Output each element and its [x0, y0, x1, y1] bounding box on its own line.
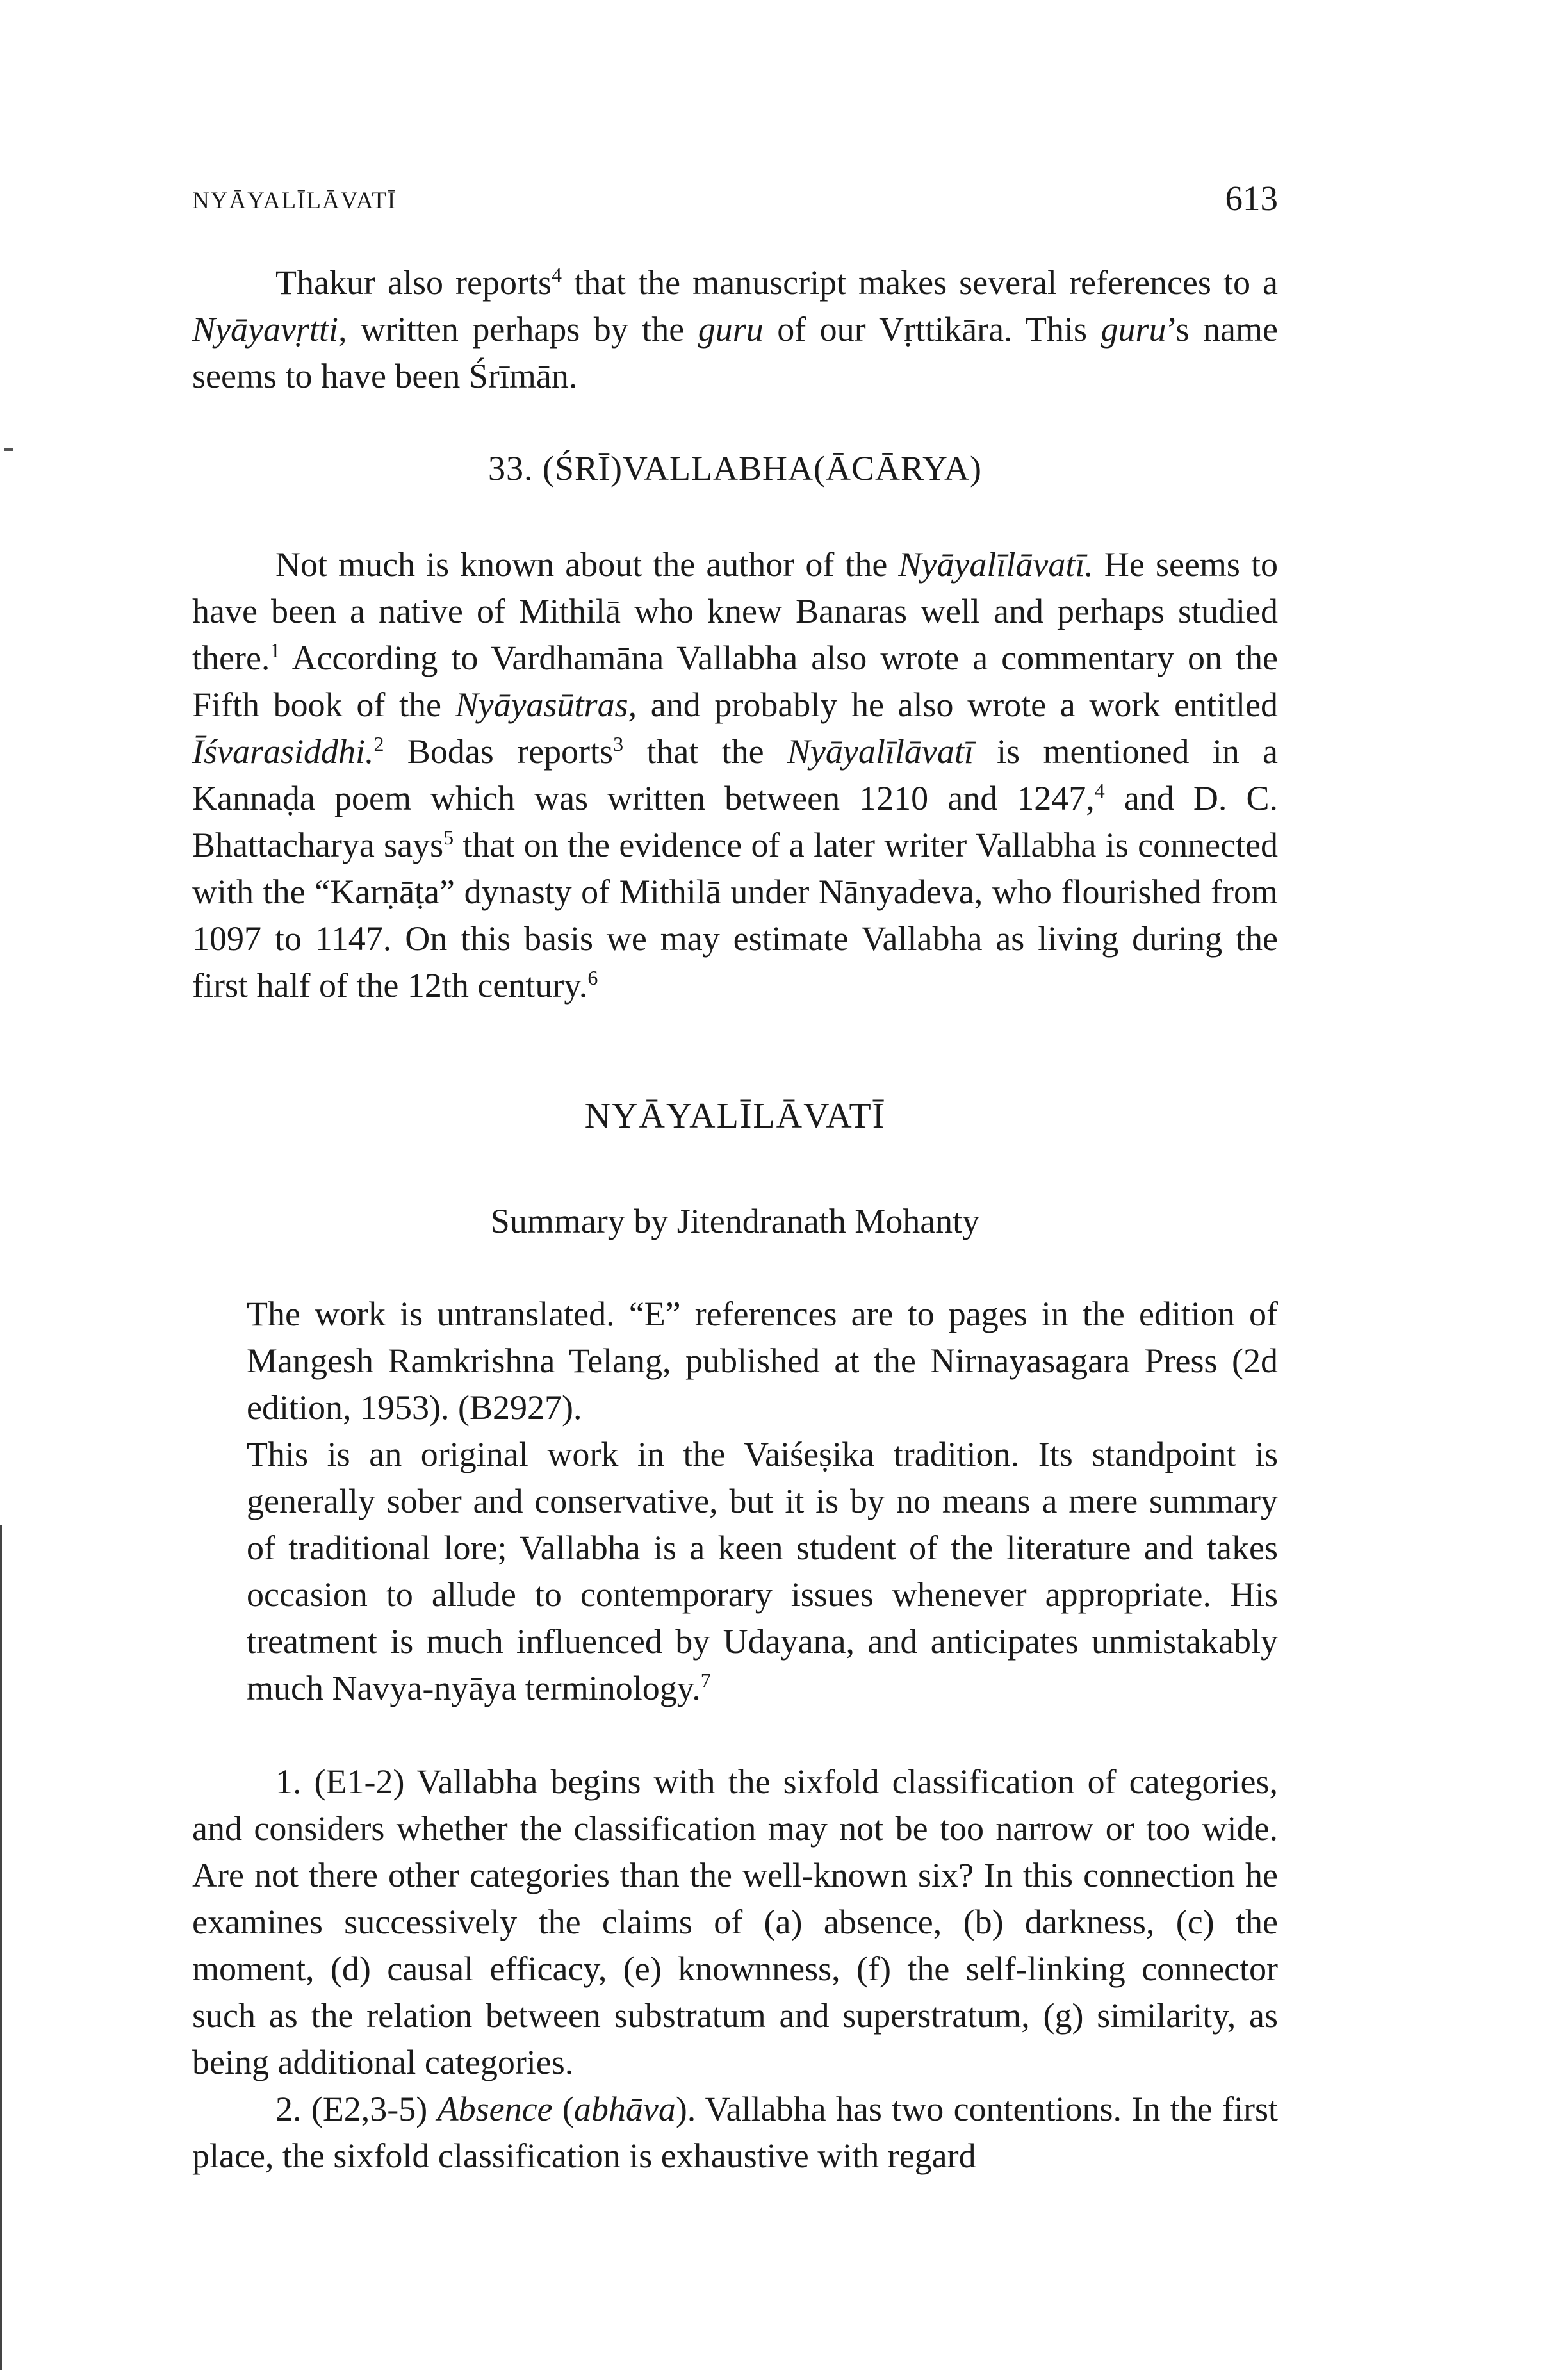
summary-text: ). Vallabha has two contentions. In the first place, the sixfold classification is exhaustive with regard	[192, 2090, 1279, 2175]
page-number: 613	[1225, 179, 1278, 218]
running-head: NYĀYALĪLĀVATĪ	[192, 188, 397, 214]
footnote-ref: 2	[373, 732, 384, 755]
intro-italic-3: guru	[1101, 310, 1166, 349]
bio-italic: Nyāyalīlāvatī.	[898, 545, 1093, 584]
footnote-ref: 1	[270, 639, 281, 662]
summary-paragraph-1: 1. (E1-2) Vallabha begins with the sixfold classification of categories, and considers whether the classification may not be too narrow or too wide. Are not there other categories than the well-known six? In this connection he examines successively the claims of (a) absence, (b) darkness, (c) the moment, (d) causal efficacy, (e) knownness, (f) the self-linking connector such as the relation between substratum and superstratum, (g) similarity, as being additional categories.	[192, 1762, 1278, 2081]
summary-paragraph-2	[192, 2086, 1278, 2179]
bio-text: is mentioned in a Kannaḍa poem which was written between 1210 and 1247,	[192, 732, 1279, 817]
editorial-note	[247, 1291, 1278, 1712]
summary-italic: abhāva	[573, 2090, 676, 2128]
section-heading: 33. (ŚRĪ)VALLABHA(ĀCĀRYA)	[487, 449, 983, 488]
footnote-ref: 4	[552, 263, 562, 286]
bio-text: Bodas reports	[384, 732, 614, 771]
scan-edge-mark	[4, 448, 13, 451]
intro-text-c: written perhaps by the	[347, 310, 698, 349]
bio-text: According to Vardhamāna Vallabha also wrote a commentary on the Fifth book of the	[192, 639, 1278, 724]
bio-italic: Nyāyasūtras,	[455, 685, 637, 724]
footnote-ref: 6	[587, 966, 598, 989]
intro-text-b: that the manuscript makes several references to a	[562, 263, 1279, 302]
intro-paragraph	[192, 259, 1278, 400]
bio-italic: Īśvarasiddhi.	[192, 732, 374, 771]
intro-text-e: ’s name seems to have been Śrīmān.	[192, 310, 1278, 395]
summary-text: (	[552, 2090, 574, 2128]
summary-body	[192, 1759, 1278, 2179]
scan-edge-line	[0, 1525, 8, 2370]
footnote-ref: 7	[700, 1669, 711, 1692]
edition-note: The work is untranslated. “E” references are to pages in the edition of Mangesh Ramkrishna Telang, published at the Nirnayasagara Press (2d edition, 1953). (B2927).	[247, 1295, 1278, 1427]
footnote-ref: 4	[1094, 779, 1105, 802]
bio-paragraph	[192, 541, 1278, 1009]
summary-byline: Summary by Jitendranath Mohanty	[490, 1202, 980, 1240]
bio-text: that the	[623, 732, 787, 771]
footnote-ref: 5	[443, 826, 454, 849]
bio-italic: Nyāyalīlāvatī	[787, 732, 974, 771]
summary-italic: Absence	[437, 2090, 553, 2128]
characterization-text: This is an original work in the Vaiśeṣika tradition. Its standpoint is generally sober and conservative, but it is by no means a mere summary of traditional lore; Vallabha is a keen student of the literature and takes occasion to allude to contemporary issues whenever appropriate. His treatment is much influenced by Udayana, and anticipates unmistakably much Navya-nyāya terminology.	[247, 1435, 1278, 1707]
intro-italic-2: guru	[698, 310, 764, 349]
bio-text: that on the evidence of a later writer Vallabha is connected with the “Karṇāṭa” dynasty of Mithilā under Nānyadeva, who flourished from 1097 to 1147. On this basis we may estimate Vallabha as living during the first half of the 12th century.	[192, 826, 1279, 1005]
intro-italic-1: Nyāyavṛtti,	[192, 310, 347, 349]
bio-text: and D. C. Bhattacharya says	[192, 779, 1278, 864]
bio-text: He seems to have been a native of Mithilā who knew Banaras well and perhaps studied there.	[192, 545, 1278, 677]
intro-text-a: Thakur also reports	[275, 263, 552, 302]
work-title: NYĀYALĪLĀVATĪ	[584, 1096, 886, 1136]
summary-text: 2. (E2,3-5)	[275, 2090, 438, 2128]
characterization-note	[247, 1431, 1278, 1712]
bio-text: Not much is known about the author of the	[275, 545, 899, 584]
footnote-ref: 3	[613, 732, 624, 755]
bio-text: and probably he also wrote a work entitled	[637, 685, 1278, 724]
intro-text-d: of our Vṛttikāra. This	[763, 310, 1101, 349]
